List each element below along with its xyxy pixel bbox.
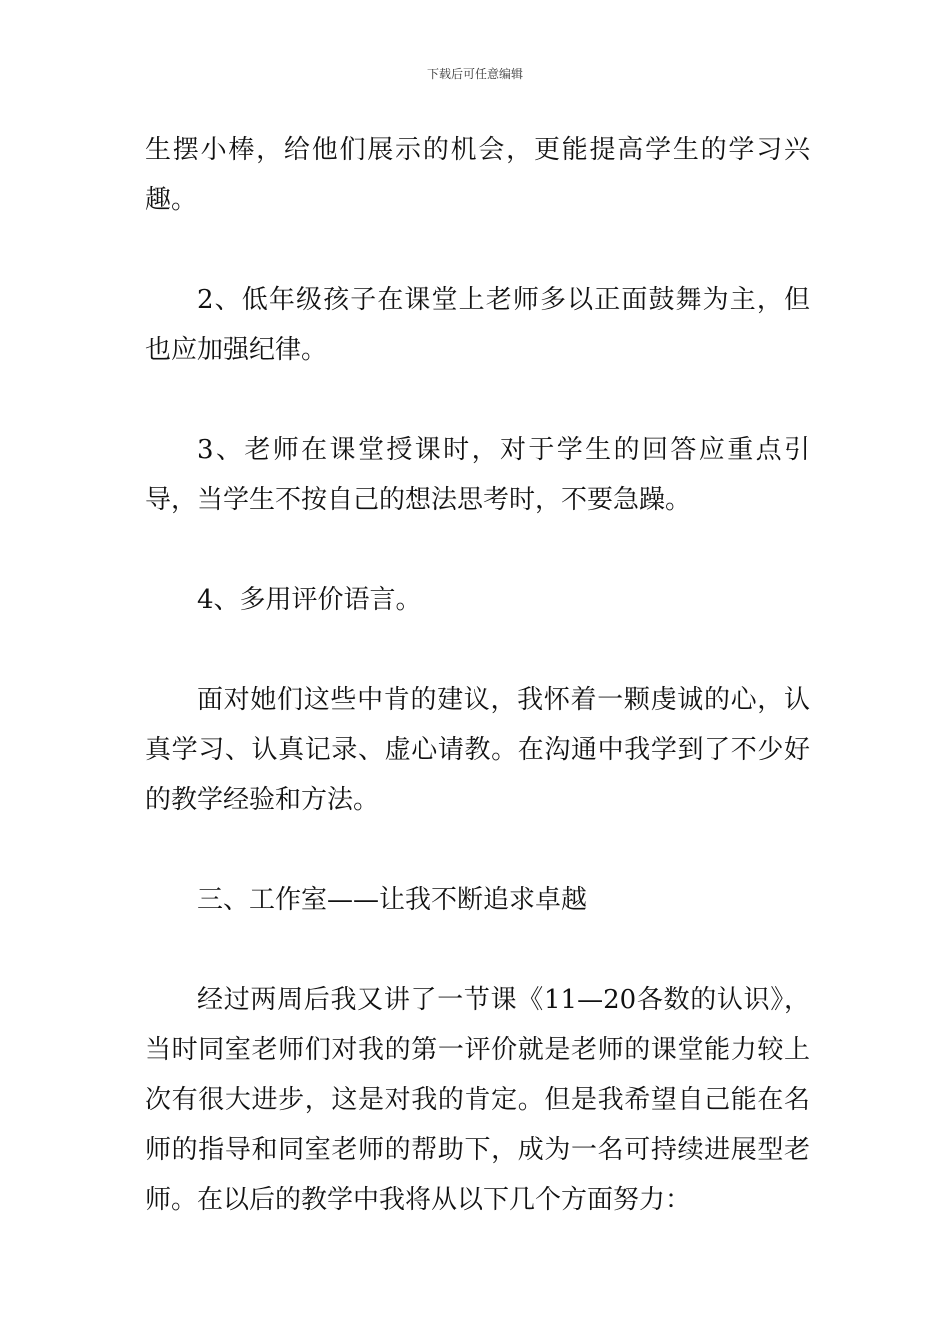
header-note: 下载后可任意编辑 xyxy=(426,67,523,81)
paragraph-item-2: 2、低年级孩子在课堂上老师多以正面鼓舞为主，但也应加强纪律。 xyxy=(145,285,810,365)
paragraph-item-4: 4、多用评价语言。 xyxy=(197,585,422,615)
document-body xyxy=(145,125,810,1225)
paragraph-progress: 经过两周后我又讲了一节课《11—20各数的认识》，当时同室老师们对我的第一评价就是老师的课堂能力较上次有很大进步，这是对我的肯定。但是我希望自己能在名师的指导和同室老师的帮助下，成为一名可持续进展型老师。在以后的教学中我将从以下几个方面努力： xyxy=(145,985,810,1215)
paragraph-item-3: 3、老师在课堂授课时，对于学生的回答应重点引导，当学生不按自己的想法思考时，不要急躁。 xyxy=(145,435,810,515)
paragraph-continuation: 生摆小棒，给他们展示的机会，更能提高学生的学习兴趣。 xyxy=(145,135,810,215)
section-heading: 三、工作室——让我不断追求卓越 xyxy=(197,885,588,915)
paragraph-suggestions: 面对她们这些中肯的建议，我怀着一颗虔诚的心，认真学习、认真记录、虚心请教。在沟通中我学到了不少好的教学经验和方法。 xyxy=(145,685,810,815)
